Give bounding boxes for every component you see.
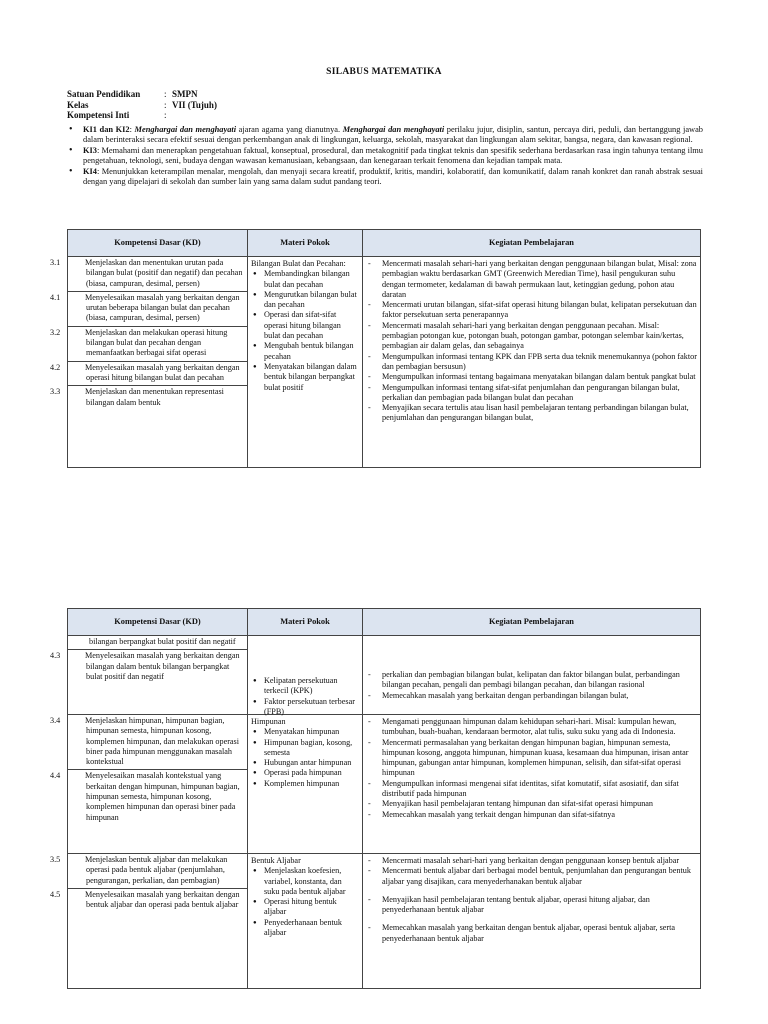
kg-list [366,670,697,701]
kg-item: - Menyajikan hasil pembelajaran tentang bentuk aljabar, operasi hitung aljabar, dan penyederhanaan bentuk aljabar [366,895,697,916]
kg-item [366,670,697,691]
meta-row-kelas [67,100,217,111]
meta-label: Kompetensi Inti [67,110,130,120]
kg-cell [363,257,701,468]
kg-item: - Mencermati urutan bilangan, sifat-sifat operasi hitung bilangan bulat, kelipatan persekutuan dan faktor persekutuan serta penerapannya [366,300,697,321]
mp-item: ● Mengubah bentuk bilangan pecahan [251,341,359,362]
kd-number: 4.5 [50,889,61,899]
kd-item [50,292,247,327]
mp-title: Himpunan [251,717,286,726]
meta-sep: : [164,89,167,99]
ki-lead: KI1 dan KI2 [83,125,130,134]
kg-list [366,259,697,424]
kd-number: 3.5 [50,855,61,864]
kd-item [50,770,247,824]
kg-item: - Menyajikan secara tertulis atau lisan hasil pembelajaran tentang perbandingan bilangan bulat, penjumlahan dan pengurangan bilangan bulat, [366,403,697,424]
kd-number: 3.4 [50,716,61,725]
mp-list [251,676,359,717]
meta-row-ki [67,110,217,121]
kd-item [50,854,247,889]
meta-label: Kelas [67,99,89,110]
table-row [68,854,701,989]
kd-list [50,257,244,467]
header-kg: Kegiatan Pembelajaran [363,230,701,257]
kd-text: Menyelesaikan masalah yang berkaitan dengan operasi hitung bilangan bulat dan pecahan [85,362,240,382]
mp-item: ● Faktor persekutuan terbesar (FPB) [251,697,359,718]
ki-item-ki3 [67,146,703,167]
mp-item: ● Operasi dan sifat-sifat operasi hitung bilangan bulat dan pecahan [251,310,359,341]
kg-item: - Mencermati masalah sehari-hari yang berkaitan dengan penggunaan konsep bentuk aljabar [366,856,697,866]
header-kd: Kompetensi Dasar (KD) [68,230,248,257]
mp-title: Bilangan Bulat dan Pecahan: [251,259,346,268]
mp-list [251,866,359,938]
kd-number: 4.4 [50,771,61,781]
kd-item [50,715,247,770]
kd-cell [50,854,248,989]
mp-item: ● Hubungan antar himpunan [251,758,359,768]
kg-item: - Mencermati masalah sehari-hari yang berkaitan dengan penggunaan pecahan. Misal: pembagian potongan kue, potongan buah, potongan gambar, potongan selembar kain/kertas, pembagian air dalam gelas, dan sebagainya [366,321,697,352]
kg-clip [366,259,697,465]
header-kg: Kegiatan Pembelajaran [363,609,701,636]
kd-text: Menjelaskan dan menentukan representasi bilangan dalam bentuk [85,387,224,407]
mp-cell [248,257,363,468]
kg-list [366,717,697,820]
silabus-table-1 [50,229,701,468]
mp-item: ● Membandingkan bilangan bulat dan pecahan [251,269,359,290]
mp-item: ● Menyatakan bilangan dalam bentuk bilangan berpangkat bulat positif [251,362,359,393]
ki-lead: KI4 [83,166,97,176]
kg-text: Memecahkan masalah yang berkaitan dengan perbandingan bilangan bulat, [382,690,629,700]
mp-item: ● Himpunan bagian, kosong, semesta [251,738,359,759]
mp-item: ● Mengurutkan bilangan bulat dan pecahan [251,290,359,311]
page-top [0,0,768,480]
kd-item [50,327,247,362]
header-mp: Materi Pokok [248,230,363,257]
kg-item: - Mengumpulkan informasi tentang sifat-sifat penjumlahan dan pengurangan bilangan bulat, perkalian dan pembagian pada bilangan bulat dan pecahan [366,383,697,404]
kd-text: Menyelesaikan masalah yang berkaitan dengan urutan beberapa bilangan bulat dan pecahan (biasa, campuran, desimal, persen) [85,292,240,323]
document-title: SILABUS MATEMATIKA [326,67,442,77]
kg-item: - Memecahkan masalah yang terkait dengan himpunan dan sifat-sifatnya [366,810,697,820]
mp-item: ● Penyederhanaan bentuk aljabar [251,918,359,939]
kd-item [50,257,247,292]
meta-row-satuan [67,89,217,100]
kg-item: - Mengumpulkan informasi tentang bagaimana menyatakan bilangan dalam bentuk pangkat bulat [366,372,697,382]
kd-cell [50,715,248,854]
kg-item: - Mencermati bentuk aljabar dari berbagai model bentuk, penjumlahan dan pengurangan bentuk aljabar yang disajikan, cara menyederhanakan bentuk aljabar [366,866,697,887]
kd-text: Menjelaskan dan menentukan urutan pada bilangan bulat (positif dan negatif) dan pecahan (biasa, campuran, desimal, persen) [85,258,243,288]
kd-cell [50,257,248,468]
meta-sep: : [164,110,167,120]
header-kd: Kompetensi Dasar (KD) [68,609,248,636]
kd-number: 4.3 [50,651,61,661]
document-meta [67,89,217,121]
kg-item: - Mengumpulkan informasi mengenai sifat identitas, sifat komutatif, sifat asosiatif, dan sifat distributif pada himpunan [366,779,697,800]
mp-item: ● Menjelaskan koefesien, variabel, konstanta, dan suku pada bentuk aljabar [251,866,359,897]
ki-lead: KI3 [83,145,97,155]
kg-item: - Mengamati penggunaan himpunan dalam kehidupan sehari-hari. Misal: kumpulan hewan, tumbuhan, buah-buahan, kendaraan bermotor, alat tulis, suku suku yang ada di Indonesia. [366,717,697,738]
mp-cell [248,636,363,715]
kg-item: - Menyajikan hasil pembelajaran tentang himpunan dan sifat-sifat operasi himpunan [366,799,697,809]
mp-cell [248,715,363,854]
mp-item: ● Operasi hitung bentuk aljabar [251,897,359,918]
meta-sep: : [164,99,167,110]
kd-item [50,386,247,410]
ki-item-ki4 [67,167,703,188]
kd-number: 4.2 [50,362,61,372]
kd-text: Menjelaskan himpunan, himpunan bagian, himpunan semesta, himpunan kosong, komplemen himpunan, dan melakukan operasi biner pada himpunan menggunakan masalah kontekstual [85,716,240,767]
table-row [68,715,701,854]
ki-emphasis: Menghargai dan menghayati [134,125,237,134]
kd-text: Menjelaskan dan melakukan operasi hitung bilangan bulat dan pecahan dengan memanfaatkan berbagai sifat operasi [85,327,228,358]
kd-text: bilangan berpangkat bulat positif dan negatif [89,637,236,646]
mp-item: ● Kelipatan persekutuan terkecil (KPK) [251,676,359,697]
meta-label: Satuan Pendidikan [67,89,141,99]
meta-value: SMPN [172,89,198,99]
meta-value: VII (Tujuh) [172,99,217,110]
kg-item [366,691,697,701]
mp-cell [248,854,363,989]
mp-title: Bentuk Aljabar [251,856,301,865]
kg-cell [363,636,701,715]
kg-list [366,856,697,944]
table-row [68,636,701,715]
kd-item [68,636,247,650]
kd-text: Menyelesaikan masalah kontekstual yang berkaitan dengan himpunan, himpunan bagian, himpunan semesta, himpunan kosong, komplemen himpunan dan operasi biner pada himpunan [85,771,240,822]
ki-text: : Menunjukkan keterampilan menalar, mengolah, dan menyaji secara kreatif, produktif, kritis, mandiri, kolaboratif, dan komunikatif, dalam ranah konkret dan ranah abstrak sesuai dengan yang dipelajari di sekolah dan sumber lain yang sama dalam sudut pandang teori. [83,166,703,187]
table-header-row [68,230,701,257]
silabus-table-2 [50,608,701,989]
kd-cell [50,636,248,715]
kg-item: - Mencermati permasalahan yang berkaitan dengan himpunan bagian, himpunan semesta, himpunan kosong, anggota himpunan, himpunan kuasa, kesamaan dua himpunan, irisan antar himpunan, gabungan antar himpunan, komplemen himpunan, selisih, dan sifat-sifat operasi himpunan [366,738,697,779]
ki-text: : Memahami dan menerapkan pengetahuan faktual, konseptual, prosedural, dan metakognitif pada tingkat teknis dan spesifik sederhana berdasarkan rasa ingin tahunya tentang ilmu pengetahuan, teknologi, seni, budaya dengan wawasan kemanusiaan, kebangsaan, dan kenegaraan terkait fenomena dan kejadian tampak mata. [83,145,703,166]
ki-emphasis: Menghargai dan menghayati [342,125,445,134]
ki-text: : [129,125,135,134]
page-bottom [0,590,768,1024]
mp-clip [251,676,359,714]
kg-text: perkalian dan pembagian bilangan bulat, kelipatan dan faktor bilangan bulat, perbandingan bilangan pecahan, pengali dan pembagi bilangan pecahan, dan bilangan rasional [382,670,680,690]
kg-item: - Memecahkan masalah yang berkaitan dengan bentuk aljabar, operasi bentuk aljabar, serta penyederhanaan bentuk aljabar [366,923,697,944]
kd-text: Menyelesaikan masalah yang berkaitan dengan bentuk aljabar dan operasi pada bentuk aljabar [85,889,240,910]
kd-text: Menjelaskan bentuk aljabar dan melakukan operasi pada bentuk aljabar (penjumlahan, pengurangan, perkalian, dan pembagian) [85,855,228,885]
mp-item: ● Operasi pada himpunan [251,768,359,778]
kg-item: - Mengumpulkan informasi tentang KPK dan FPB serta dua teknik menemukannya (pohon faktor dan pembagian bersusun) [366,352,697,373]
kd-item [50,650,247,684]
ki-item-ki1-ki2 [67,125,703,146]
kd-item [50,889,247,913]
kg-item: - Mencermati masalah sehari-hari yang berkaitan dengan penggunaan bilangan bulat, Misal: zona pembagian waktu berdasarkan GMT (Greenwich Meredian Time), hasil pengukuran suhu dengan termometer, kedalaman di bawah permukaan laut, ketinggian gedung, pohon atau daratan [366,259,697,300]
ki-text: perilaku jujur, disiplin, santun, percaya diri, peduli, dan bertanggung jawab dalam berinteraksi secara efektif sesuai dengan perkembangan anak di lingkungan, keluarga, sekolah, masyarakat dan lingkungan alam sekitar, bangsa, negara, dan kawasan regional. [83,125,703,145]
mp-list [251,727,359,789]
kg-clip [366,670,697,714]
table-header-row [68,609,701,636]
mp-list [251,269,359,393]
kd-number: 4.1 [50,292,61,302]
header-mp: Materi Pokok [248,609,363,636]
kompetensi-inti-list [67,125,703,187]
kg-cell [363,715,701,854]
kd-number: 3.3 [50,387,61,397]
kd-item [50,362,247,387]
kd-number: 3.2 [50,327,61,337]
mp-item: ● Menyatakan himpunan [251,727,359,737]
table-row [68,257,701,468]
kd-number: 3.1 [50,258,61,267]
kd-text: Menyelesaikan masalah yang berkaitan dengan bilangan dalam bentuk bilangan berpangkat bulat positif dan negatif [85,651,240,681]
kg-cell [363,854,701,989]
mp-item: ● Komplemen himpunan [251,779,359,789]
ki-text: ajaran agama yang dianutnya. [236,125,343,134]
